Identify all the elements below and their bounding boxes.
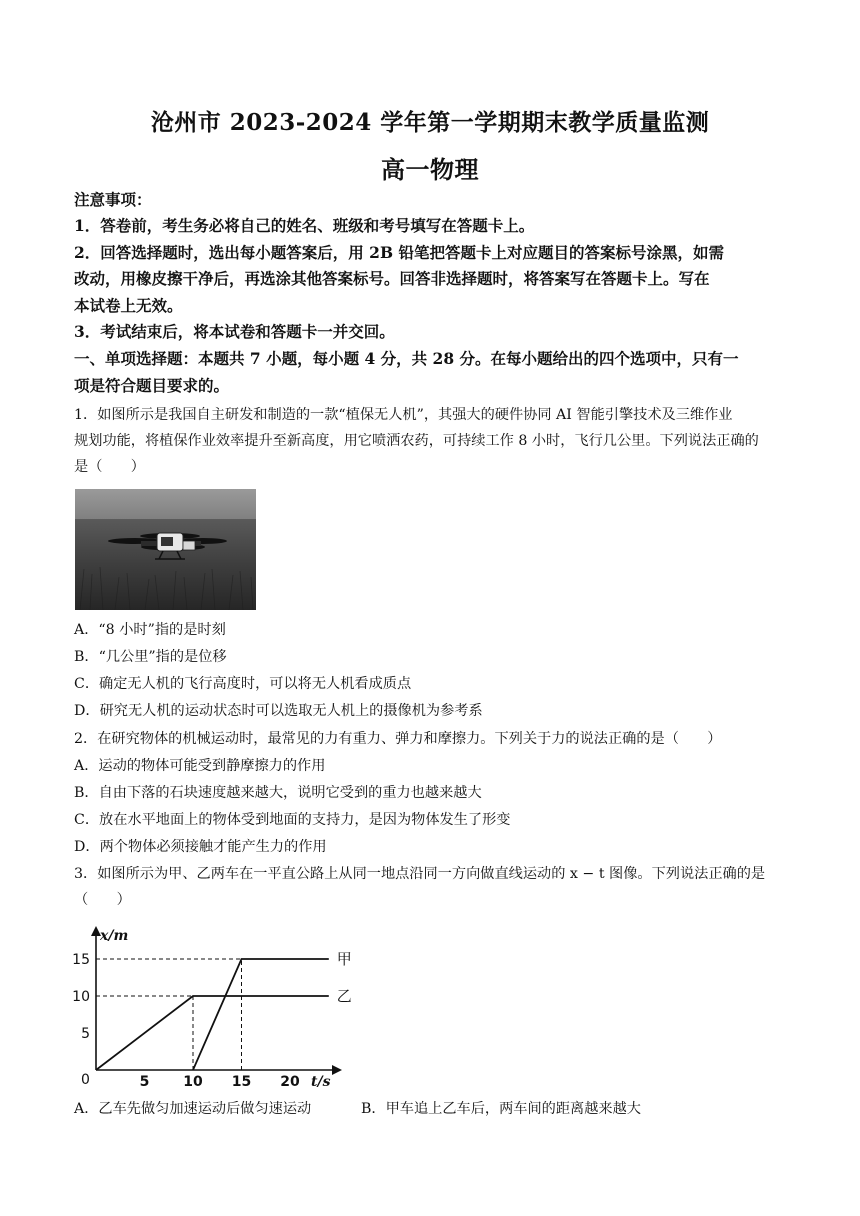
question-2-option: C．放在水平地面上的物体受到地面的支持力，是因为物体发生了形变	[74, 812, 511, 828]
notice-line: 改动，用橡皮擦干净后，再选涂其他答案标号。回答非选择题时，将答案写在答题卡上。写在	[74, 269, 710, 288]
question-1-stem: 1．如图所示是我国自主研发和制造的一款“植保无人机”，其强大的硬件协同 AI 智能引擎技术及三维作业	[74, 407, 733, 423]
y-tick-label: 5	[81, 1026, 90, 1042]
series-line	[193, 959, 329, 1070]
question-3-option-b: B．甲车追上乙车后，两车间的距离越来越大	[361, 1101, 641, 1117]
question-1-option: D．研究无人机的运动状态时可以选取无人机上的摄像机为参考系	[74, 703, 483, 719]
question-1-stem: 是（ ）	[74, 459, 145, 475]
x-tick-label: 20	[280, 1074, 300, 1090]
question-2-option: A．运动的物体可能受到静摩擦力的作用	[74, 758, 326, 774]
notice-heading: 注意事项：	[74, 190, 152, 209]
x-tick-label: 5	[139, 1074, 150, 1090]
series-label: 甲	[336, 950, 352, 968]
x-tick-label: 10	[183, 1074, 203, 1090]
series-line	[96, 996, 329, 1070]
exam-subject: 高一物理	[381, 155, 479, 184]
x-axis-label: t/s	[311, 1074, 331, 1090]
question-3-option-a: A．乙车先做匀加速运动后做匀速运动	[74, 1101, 312, 1117]
notice-line: 2．回答选择题时，选出每小题答案后，用 2B 铅笔把答题卡上对应题目的答案标号涂黑，如需	[74, 243, 724, 262]
origin-label: 0	[81, 1072, 90, 1088]
question-3-stem: 3．如图所示为甲、乙两车在一平直公路上从同一地点沿同一方向做直线运动的 x − t 图像。下列说法正确的是	[74, 866, 766, 882]
question-3-stem: （ ）	[74, 892, 131, 908]
series-label: 乙	[336, 987, 352, 1005]
section-heading: 一、单项选择题：本题共 7 小题，每小题 4 分，共 28 分。在每小题给出的四个选项中，只有一	[74, 349, 739, 368]
notice-line: 本试卷上无效。	[74, 296, 183, 315]
notice-line: 3．考试结束后，将本试卷和答题卡一并交回。	[74, 322, 395, 341]
question-1-option: A．“8 小时”指的是时刻	[74, 622, 226, 638]
question-1-option: B．“几公里”指的是位移	[74, 649, 227, 665]
exam-title: 沧州市 2023-2024 学年第一学期期末教学质量监测	[150, 109, 710, 136]
section-heading: 项是符合题目要求的。	[74, 376, 230, 395]
x-tick-label: 15	[231, 1074, 252, 1090]
y-tick-label: 10	[72, 989, 90, 1005]
question-1-option: C．确定无人机的飞行高度时，可以将无人机看成质点	[74, 676, 412, 692]
question-2-option: D．两个物体必须接触才能产生力的作用	[74, 839, 327, 855]
drone-photo	[75, 489, 256, 610]
question-2-option: B．自由下落的石块速度越来越大，说明它受到的重力也越来越大	[74, 785, 482, 801]
y-axis-label: x/m	[100, 928, 129, 944]
question-1-stem: 规划功能，将植保作业效率提升至新高度，用它喷洒农药，可持续工作 8 小时，飞行几公里。下列说法正确的	[74, 433, 759, 449]
y-tick-label: 15	[72, 952, 90, 968]
question-2-stem: 2．在研究物体的机械运动时，最常见的力有重力、弹力和摩擦力。下列关于力的说法正确的是（ ）	[74, 731, 722, 747]
x-axis-arrow	[332, 1065, 342, 1075]
xt-graph	[70, 922, 352, 1090]
notice-line: 1．答卷前，考生务必将自己的姓名、班级和考号填写在答题卡上。	[74, 216, 535, 235]
